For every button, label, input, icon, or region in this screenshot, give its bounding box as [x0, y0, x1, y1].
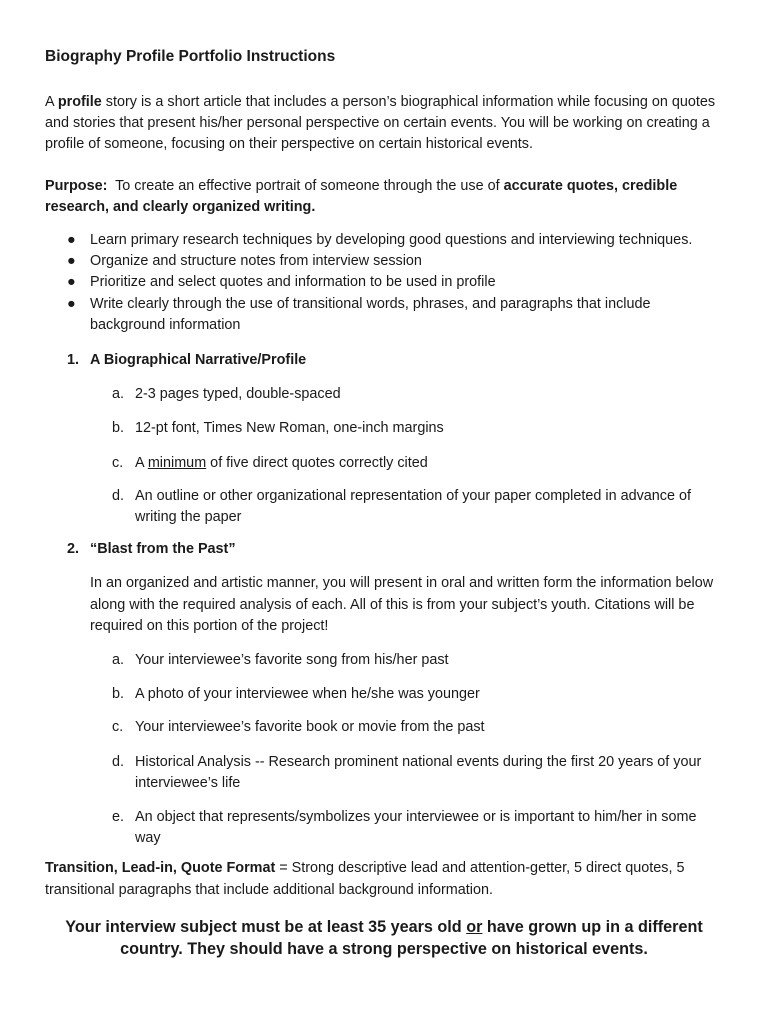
item-letter: c. — [112, 719, 124, 736]
intro-post: story is a short article that includes a person’s biographical information while focusing on quotes and stories that present his/her personal perspective on certain events. You will be working on creating a profile of someone, focusing on their perspective on certain historical events. — [45, 94, 716, 153]
list-item — [45, 418, 723, 439]
intro-bold-profile: profile — [57, 94, 102, 110]
item-text: An outline or other organizational representation of your paper completed in advance of writing the paper — [135, 487, 691, 526]
list-item — [45, 752, 723, 794]
page-title: Biography Profile Portfolio Instructions — [45, 48, 336, 65]
list-item — [45, 294, 723, 336]
item-text-post: of five direct quotes correctly cited — [206, 454, 428, 471]
item-letter: b. — [112, 686, 125, 703]
item-text: An object that represents/symbolizes your interviewee or is important to him/her in some way — [135, 809, 697, 847]
bullet-text: Learn primary research techniques by developing good questions and interviewing techniques. — [90, 232, 693, 249]
transition-label: Transition, Lead-in, Quote Format — [45, 860, 276, 877]
bullet-icon: ● — [67, 232, 76, 249]
purpose-text: To create an effective portrait of someone through the use of — [107, 177, 504, 194]
list-item — [45, 384, 723, 405]
section-2-list — [45, 650, 723, 849]
list-item — [45, 272, 723, 293]
list-item — [45, 717, 723, 738]
section-2-number: 2. — [67, 541, 80, 558]
purpose-paragraph — [45, 176, 723, 218]
section-1-list — [45, 384, 723, 528]
section-2-paragraph: In an organized and artistic manner, you will present in oral and written form the information below along with the required analysis of each. All of this is from your subject’s youth. Citations will be required on this portion of the project! — [90, 575, 714, 634]
purpose-label: Purpose: — [45, 177, 108, 194]
item-letter: a. — [112, 386, 125, 403]
final-underline: or — [466, 917, 483, 936]
bullet-icon: ● — [67, 295, 76, 312]
list-item — [45, 453, 723, 474]
item-letter: e. — [112, 809, 125, 826]
transition-text: = Strong descriptive lead and attention-getter, 5 direct quotes, 5 transitional paragraphs that include additional background information. — [45, 860, 685, 898]
item-text: A photo of your interviewee when he/she was younger — [135, 686, 480, 703]
item-letter: a. — [112, 652, 125, 669]
section-1-heading — [45, 350, 723, 371]
document-page — [45, 46, 723, 976]
item-letter: b. — [112, 420, 125, 437]
item-letter: c. — [112, 454, 124, 471]
list-item — [45, 807, 723, 849]
item-text-underline: minimum — [147, 454, 207, 471]
section-1-title: A Biographical Narrative/Profile — [90, 352, 307, 369]
final-pre: Your interview subject must be at least 35 years old — [65, 917, 467, 936]
item-text: 12-pt font, Times New Roman, one-inch margins — [135, 420, 444, 437]
list-item — [45, 230, 723, 251]
section-1-number: 1. — [67, 352, 80, 369]
intro-pre: A — [45, 94, 58, 110]
final-post: have grown up in a different country. They should have a strong perspective on historical events. — [120, 917, 703, 958]
item-text: Your interviewee’s favorite song from his/her past — [135, 652, 449, 669]
bullet-text: Organize and structure notes from interview session — [90, 253, 422, 270]
list-item — [45, 650, 723, 671]
transition-paragraph — [45, 858, 723, 900]
list-item — [45, 486, 723, 528]
list-item — [45, 684, 723, 705]
final-note — [45, 916, 723, 960]
intro-paragraph — [45, 92, 723, 156]
item-text: 2-3 pages typed, double-spaced — [135, 386, 341, 403]
bullet-icon: ● — [67, 253, 76, 270]
item-text-pre: A — [135, 454, 148, 471]
section-2-title: “Blast from the Past” — [90, 541, 236, 558]
bullet-text: Prioritize and select quotes and information to be used in profile — [90, 274, 496, 291]
purpose-bold: accurate quotes, credible research, and clearly organized writing. — [45, 177, 678, 215]
item-text: Your interviewee’s favorite book or movie from the past — [135, 719, 485, 736]
item-letter: d. — [112, 753, 125, 770]
list-item — [45, 251, 723, 272]
item-text: Historical Analysis -- Research prominent national events during the first 20 years of your interviewee’s life — [135, 753, 702, 791]
bullet-text: Write clearly through the use of transitional words, phrases, and paragraphs that include background information — [90, 295, 651, 333]
item-letter: d. — [112, 487, 125, 504]
section-2-heading — [45, 539, 723, 560]
bullet-icon: ● — [67, 274, 76, 291]
bullet-list — [45, 230, 723, 336]
